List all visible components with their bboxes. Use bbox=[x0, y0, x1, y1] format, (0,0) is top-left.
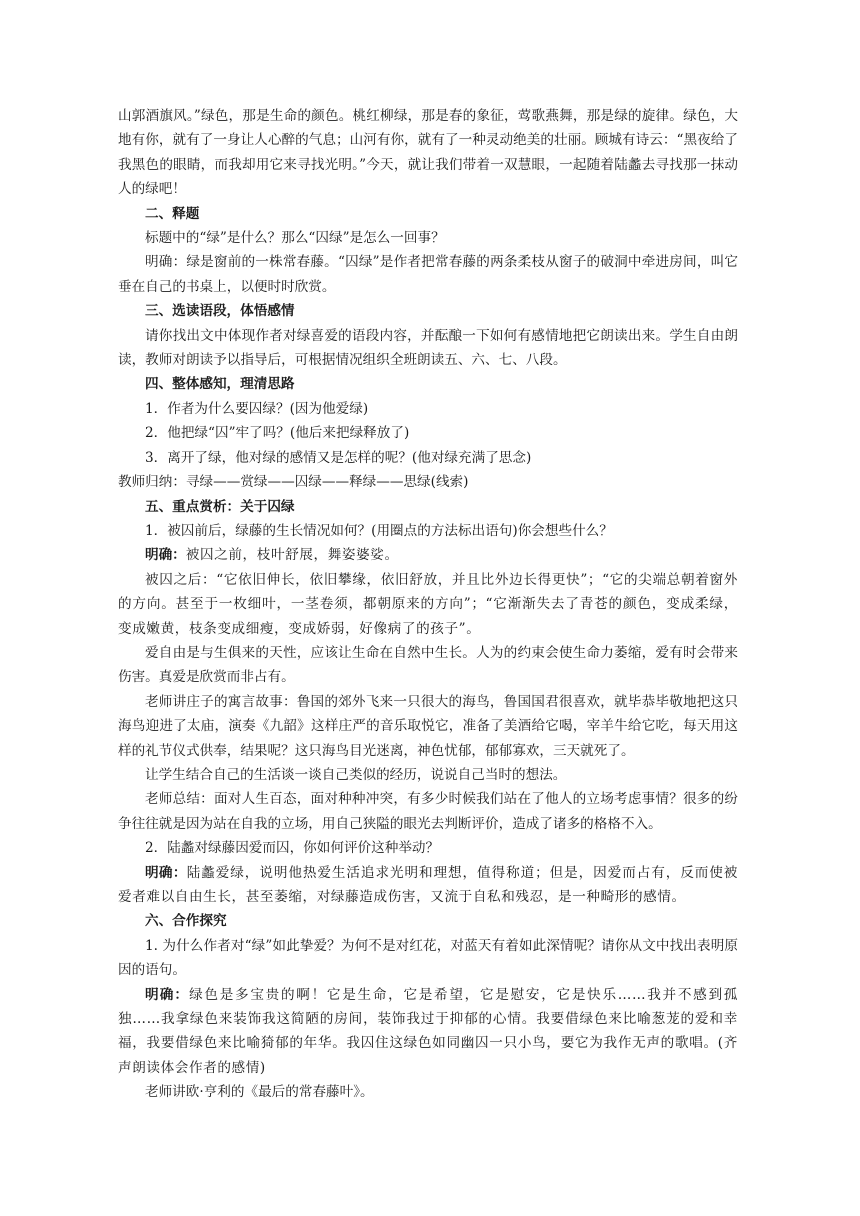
reading-paragraph: 请你找出文中体现作者对绿喜爱的语段内容，并酝酿一下如何有感情地把它朗读出来。学生自由朗读，教师对朗读予以指导后，可根据情况组织全班朗读五、六、七、八段。 bbox=[118, 327, 738, 369]
clarification-2 bbox=[118, 861, 738, 910]
clarification-label: 明确： bbox=[145, 547, 186, 564]
discussion-paragraph: 让学生结合自己的生活谈一谈自己类似的经历，说说自己当时的想法。 bbox=[145, 766, 567, 783]
answer-paragraph: 明确：绿是窗前的一株常春藤。“囚绿”是作者把常春藤的两条柔枝从窗子的破洞中牵进房间，叫它垂在自己的书桌上，以便时时欣赏。 bbox=[118, 254, 738, 295]
document-page bbox=[118, 104, 738, 1105]
question-paragraph: 标题中的“绿”是什么？那么“囚绿”是怎么一回事？ bbox=[145, 230, 445, 247]
question-item-6: 2．陆蠡对绿藤因爱而囚，你如何评价这种举动？ bbox=[145, 840, 440, 857]
question-item-7: 1. 为什么作者对“绿”如此挚爱？为何不是对红花，对蓝天有着如此深情呢？请你从文中找出表明原因的语句。 bbox=[118, 937, 738, 979]
after-captivity-paragraph: 被囚之后：“它依旧伸长，依旧攀缘，依旧舒放，并且比外边长得更快”；“它的尖端总朝着窗外的方向。甚至于一枚细叶，一茎卷须，都朝原来的方向”；“它渐渐失去了青苍的颜色，变成柔绿，变成嫩黄，枝条变成细瘦，变成娇弱，好像病了的孩子”。 bbox=[118, 571, 738, 637]
fable-paragraph: 老师讲庄子的寓言故事：鲁国的郊外飞来一只很大的海鸟，鲁国国君很喜欢，就毕恭毕敬地把这只海鸟迎进了太庙，演奏《九韶》这样庄严的音乐取悦它，准备了美酒给它喝，宰羊牛给它吃，每天用这样的礼节仪式供奉，结果呢？这只海鸟目光迷离，神色忧郁，郁郁寡欢，三天就死了。 bbox=[118, 693, 738, 759]
clarification-text: 被囚之前，枝叶舒展，舞姿婆娑。 bbox=[185, 547, 399, 564]
teacher-conclusion: 老师总结：面对人生百态，面对种种冲突，有多少时候我们站在了他人的立场考虑事情？很多的纷争往往就是因为站在自我的立场，用自己狭隘的眼光去判断评价，造成了诸多的格格不入。 bbox=[118, 791, 738, 832]
freedom-paragraph: 爱自由是与生俱来的天性，应该让生命在自然中生长。人为的约束会使生命力萎缩，爱有时会带来伤害。真爱是欣赏而非占有。 bbox=[118, 644, 738, 686]
question-item-1: 1．作者为什么要囚绿？(因为他爱绿) bbox=[145, 400, 369, 417]
closing-paragraph: 老师讲欧·亨利的《最后的常春藤叶》。 bbox=[145, 1084, 374, 1101]
teacher-summary: 教师归纳：寻绿——赏绿——囚绿——释绿——思绿(线索) bbox=[118, 474, 469, 491]
question-item-3: 3．离开了绿，他对绿的感情又是怎样的呢？(他对绿充满了思念) bbox=[145, 449, 532, 466]
clarification-text: 陆蠡爱绿，说明他热爱生活追求光明和理想，值得称道；但是，因爱而占有，反而使被爱者难以自由生长，甚至萎缩，对绿藤造成伤害，又流于自私和残忍，是一种畸形的感情。 bbox=[118, 864, 739, 905]
section-heading-2: 二、释题 bbox=[145, 205, 200, 222]
question-item-2: 2．他把绿“囚”牢了吗？(他后来把绿释放了) bbox=[145, 425, 410, 442]
clarification-text: 绿色是多宝贵的啊！它是生命，它是希望，它是慰安，它是快乐……我并不感到孤独……我拿绿色来装饰我这简陋的房间，装饰我过于抑郁的心情。我要借绿色来比喻葱茏的爱和幸福，我要借绿色来比喻猗郁的年华。我囚住这绿色如同幽囚一只小鸟，要它为我作无声的歌唱。(齐声朗读体会作者的感情) bbox=[118, 986, 738, 1076]
clarification-label: 明确： bbox=[145, 864, 187, 881]
question-item-5: 1．被囚前后，绿藤的生长情况如何？(用圈点的方法标出语句)你会想些什么？ bbox=[145, 522, 613, 539]
clarification-3 bbox=[118, 983, 738, 1081]
section-heading-3: 三、选读语段，体悟感情 bbox=[145, 303, 295, 320]
section-heading-6: 六、合作探究 bbox=[145, 913, 227, 930]
clarification-1 bbox=[118, 543, 738, 567]
section-heading-4: 四、整体感知，理清思路 bbox=[145, 376, 295, 393]
section-heading-5: 五、重点赏析：关于囚绿 bbox=[145, 498, 295, 515]
clarification-label: 明确： bbox=[145, 986, 190, 1003]
intro-paragraph: 山郭酒旗风。”绿色，那是生命的颜色。桃红柳绿，那是春的象征，莺歌燕舞，那是绿的旋律。绿色，大地有你，就有了一身让人心醉的气息；山河有你，就有了一种灵动绝美的壮丽。顾城有诗云：“黑夜给了我黑色的眼睛，而我却用它来寻找光明。”今天，就让我们带着一双慧眼，一起随着陆蠡去寻找那一抹动人的绿吧！ bbox=[118, 108, 738, 198]
